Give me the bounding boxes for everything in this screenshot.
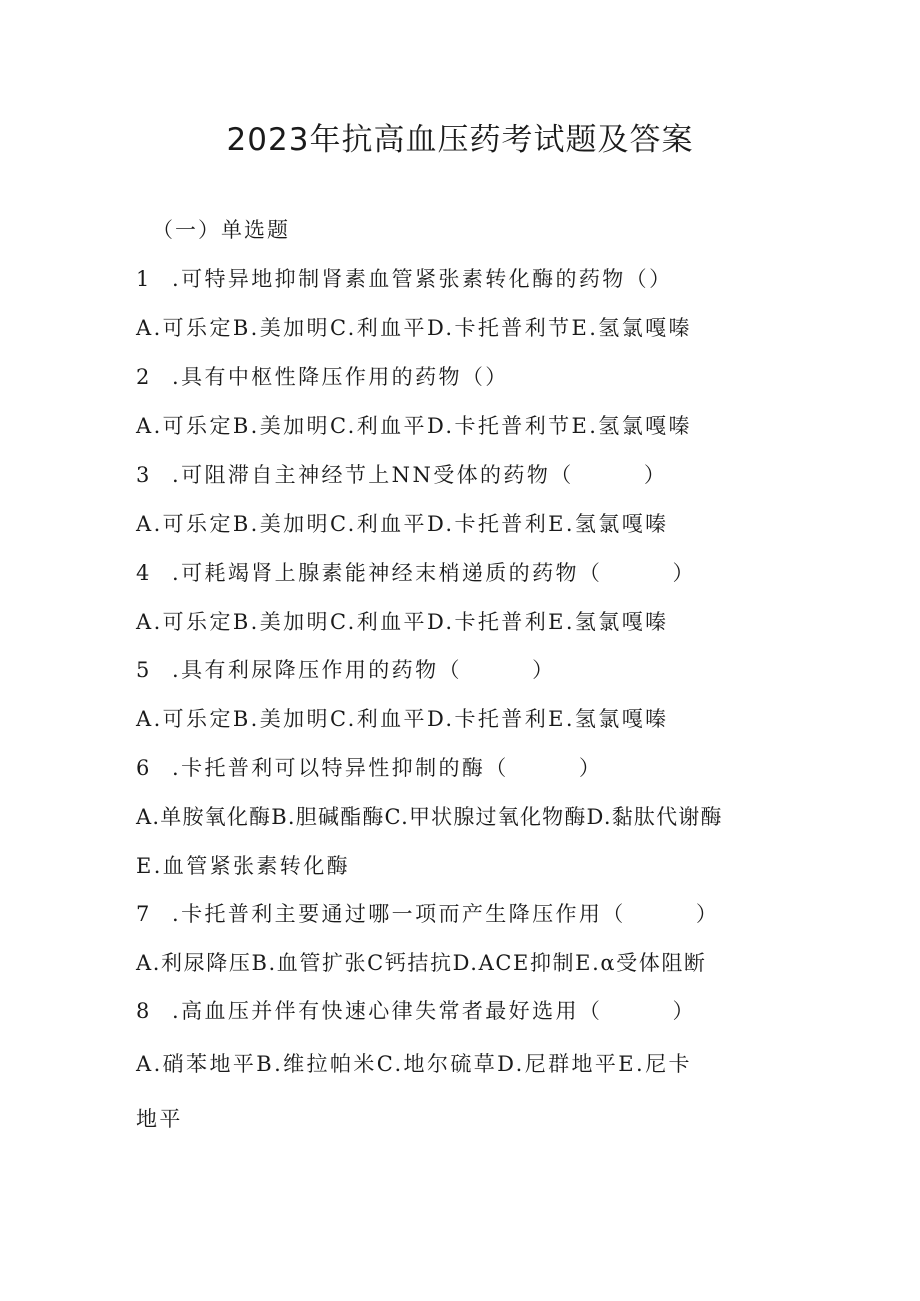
question-stem: .具有中枢性降压作用的药物（） xyxy=(172,365,509,389)
question-4-options: A.可乐定B.美加明C.利血平D.卡托普利E.氢氯嘎嗪 xyxy=(136,610,669,634)
question-3-options: A.可乐定B.美加明C.利血平D.卡托普利E.氢氯嘎嗪 xyxy=(136,512,669,536)
question-number: 1 xyxy=(136,267,150,291)
question-5 xyxy=(136,656,555,684)
question-5-options: A.可乐定B.美加明C.利血平D.卡托普利E.氢氯嘎嗪 xyxy=(136,707,669,731)
question-8-options: A.硝苯地平B.维拉帕米C.地尔硫草D.尼群地平E.尼卡 xyxy=(136,1052,692,1076)
question-number: 8 xyxy=(136,999,150,1023)
question-1 xyxy=(136,265,672,293)
question-stem: .可阻滞自主神经节上NN受体的药物（ ） xyxy=(172,463,668,487)
question-number: 5 xyxy=(136,658,150,682)
question-7 xyxy=(136,900,719,928)
question-8-options-continued: 地平 xyxy=(136,1107,183,1131)
section-heading: （一）单选题 xyxy=(152,218,290,242)
question-6 xyxy=(136,754,602,782)
question-6-options: A.单胺氧化酶B.胆碱酯酶C.甲状腺过氧化物酶D.黏肽代谢酶 xyxy=(136,805,723,829)
question-number: 4 xyxy=(136,561,150,585)
question-8 xyxy=(136,997,696,1025)
question-7-options: A.利尿降压B.血管扩张C钙拮抗D.ACE抑制E.α受体阻断 xyxy=(136,951,707,975)
question-2-options: A.可乐定B.美加明C.利血平D.卡托普利节E.氢氯嘎嗪 xyxy=(136,414,692,438)
question-stem: .可耗竭肾上腺素能神经末梢递质的药物（ ） xyxy=(172,561,696,585)
question-stem: .可特异地抑制肾素血管紧张素转化酶的药物（） xyxy=(172,267,673,291)
question-stem: .具有利尿降压作用的药物（ ） xyxy=(172,658,556,682)
question-2 xyxy=(136,363,509,391)
question-3 xyxy=(136,461,667,489)
question-number: 2 xyxy=(136,365,150,389)
question-number: 3 xyxy=(136,463,150,487)
question-number: 7 xyxy=(136,902,150,926)
question-4 xyxy=(136,559,696,587)
question-stem: .卡托普利可以特异性抑制的酶（ ） xyxy=(172,756,603,780)
document-title: 2023年抗高血压药考试题及答案 xyxy=(226,122,694,158)
question-1-options: A.可乐定B.美加明C.利血平D.卡托普利节E.氢氯嘎嗪 xyxy=(136,316,692,340)
question-stem: .卡托普利主要通过哪一项而产生降压作用（ ） xyxy=(172,902,720,926)
question-number: 6 xyxy=(136,756,150,780)
question-stem: .高血压并伴有快速心律失常者最好选用（ ） xyxy=(172,999,696,1023)
question-6-options-continued: E.血管紧张素转化酶 xyxy=(136,854,351,878)
